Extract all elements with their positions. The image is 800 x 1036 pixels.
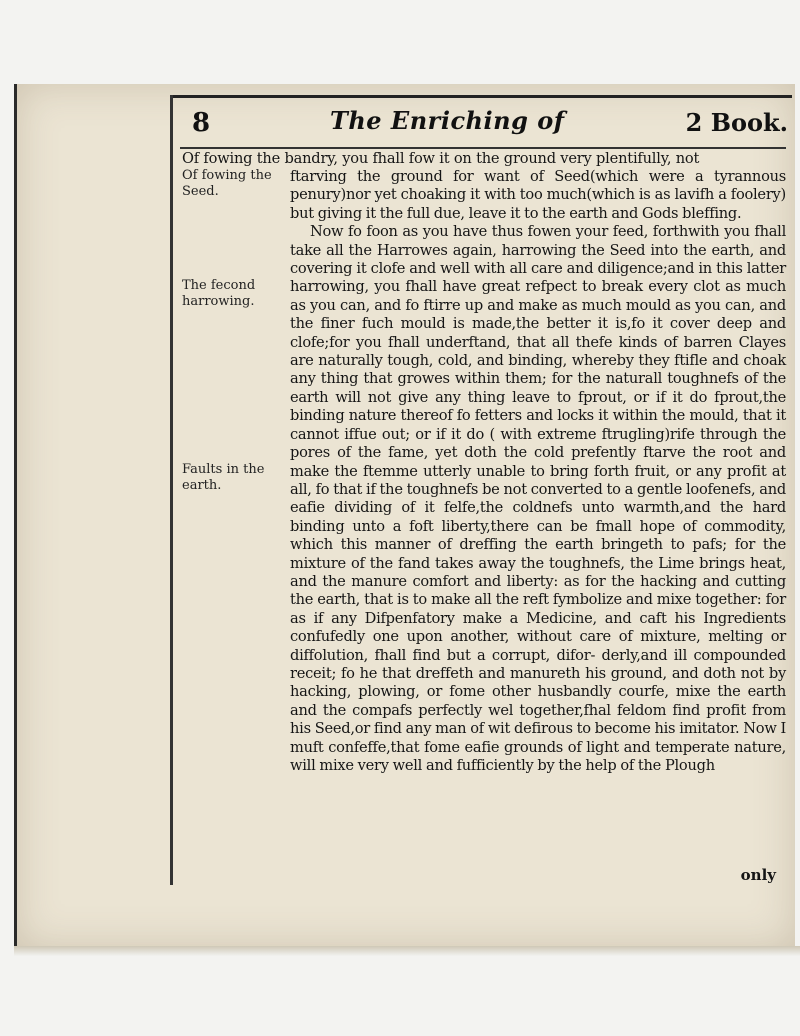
page-number: 8: [192, 108, 211, 138]
body-first-line: Of fowing the bandry, you fhall fow it on the ground very plentifully, not: [182, 150, 700, 167]
margin-note-seed: Of fowing the Seed.: [182, 168, 272, 199]
page-top-border: [170, 95, 792, 98]
page-bottom-shadow: [14, 946, 800, 956]
book-label: 2 Book.: [685, 108, 788, 137]
page-header: [180, 104, 800, 148]
body-text: [290, 168, 786, 775]
catchword: only: [740, 866, 776, 884]
running-title: The Enriching of: [330, 106, 565, 135]
margin-note-second-harrowing: The fecond harrowing.: [182, 278, 256, 309]
margin-note-faults: Faults in the earth.: [182, 462, 265, 493]
header-rule: [180, 147, 786, 149]
paragraph-seed: ftarving the ground for want of Seed(which were a tyrannous penury)nor yet choaking it with too much(which is as lavifh a foolery) but giving it the full due, leave it to the earth and Gods bleffing.: [290, 168, 786, 222]
page-left-border: [170, 95, 173, 885]
paragraph-harrowing: Now fo foon as you have thus fowen your feed, forthwith you fhall take all the Harrowes again, harrowing the Seed into the earth, and covering it clofe and well with all care and diligence;and in this latter harrowing, you fhall have great refpect to break every clot as much as you can, and fo ftirre up and make as much mould as you can, and the finer fuch mould is made,the better it is,fo it cover deep and clofe;for you fhall underftand, that all thefe kinds of barren Clayes are naturally tough, cold, and binding, whereby they ftifle and choak any thing that growes within them; for the naturall toughnefs of the earth will not give any thing leave to fprout, or if it do fprout,the binding nature thereof fo fetters and locks it within the mould, that it cannot iffue out; or if it do ( with extreme ftrugling)rife through the pores of the fame, yet doth the cold prefently ftarve the root and make the ftemme utterly unable to bring forth fruit, or any profit at all, fo that if the toughnefs be not converted to a gentle loofenefs, and eafie dividing of it felfe,the coldnefs unto warmth,and the hard binding unto a foft liberty,there can be fmall hope of commodity, which this manner of dreffing the earth bringeth to pafs; for the mixture of the fand takes away the toughnefs, the Lime brings heat, and the manure comfort and liberty: as for the hacking and cutting the earth, that is to make all the reft fymbolize and mixe together: for as if any Difpenfatory make a Medicine, and caft his Ingredients confufedly one upon another, without care of mixture, melting or diffolution, fhall find but a corrupt, difor- derly,and ill compounded receit; fo he that dreffeth and manureth his ground, and doth not by hacking, plowing, or fome other husbandly courfe, mixe the earth and the compafs perfectly wel together,fhal feldom find profit from his Seed,or find any man of wit defirous to become his imitator. Now I muft confeffe,that fome eafie grounds of light and temperate nature, will mixe very well and fufficiently by the help of the Plough: [290, 223, 786, 774]
